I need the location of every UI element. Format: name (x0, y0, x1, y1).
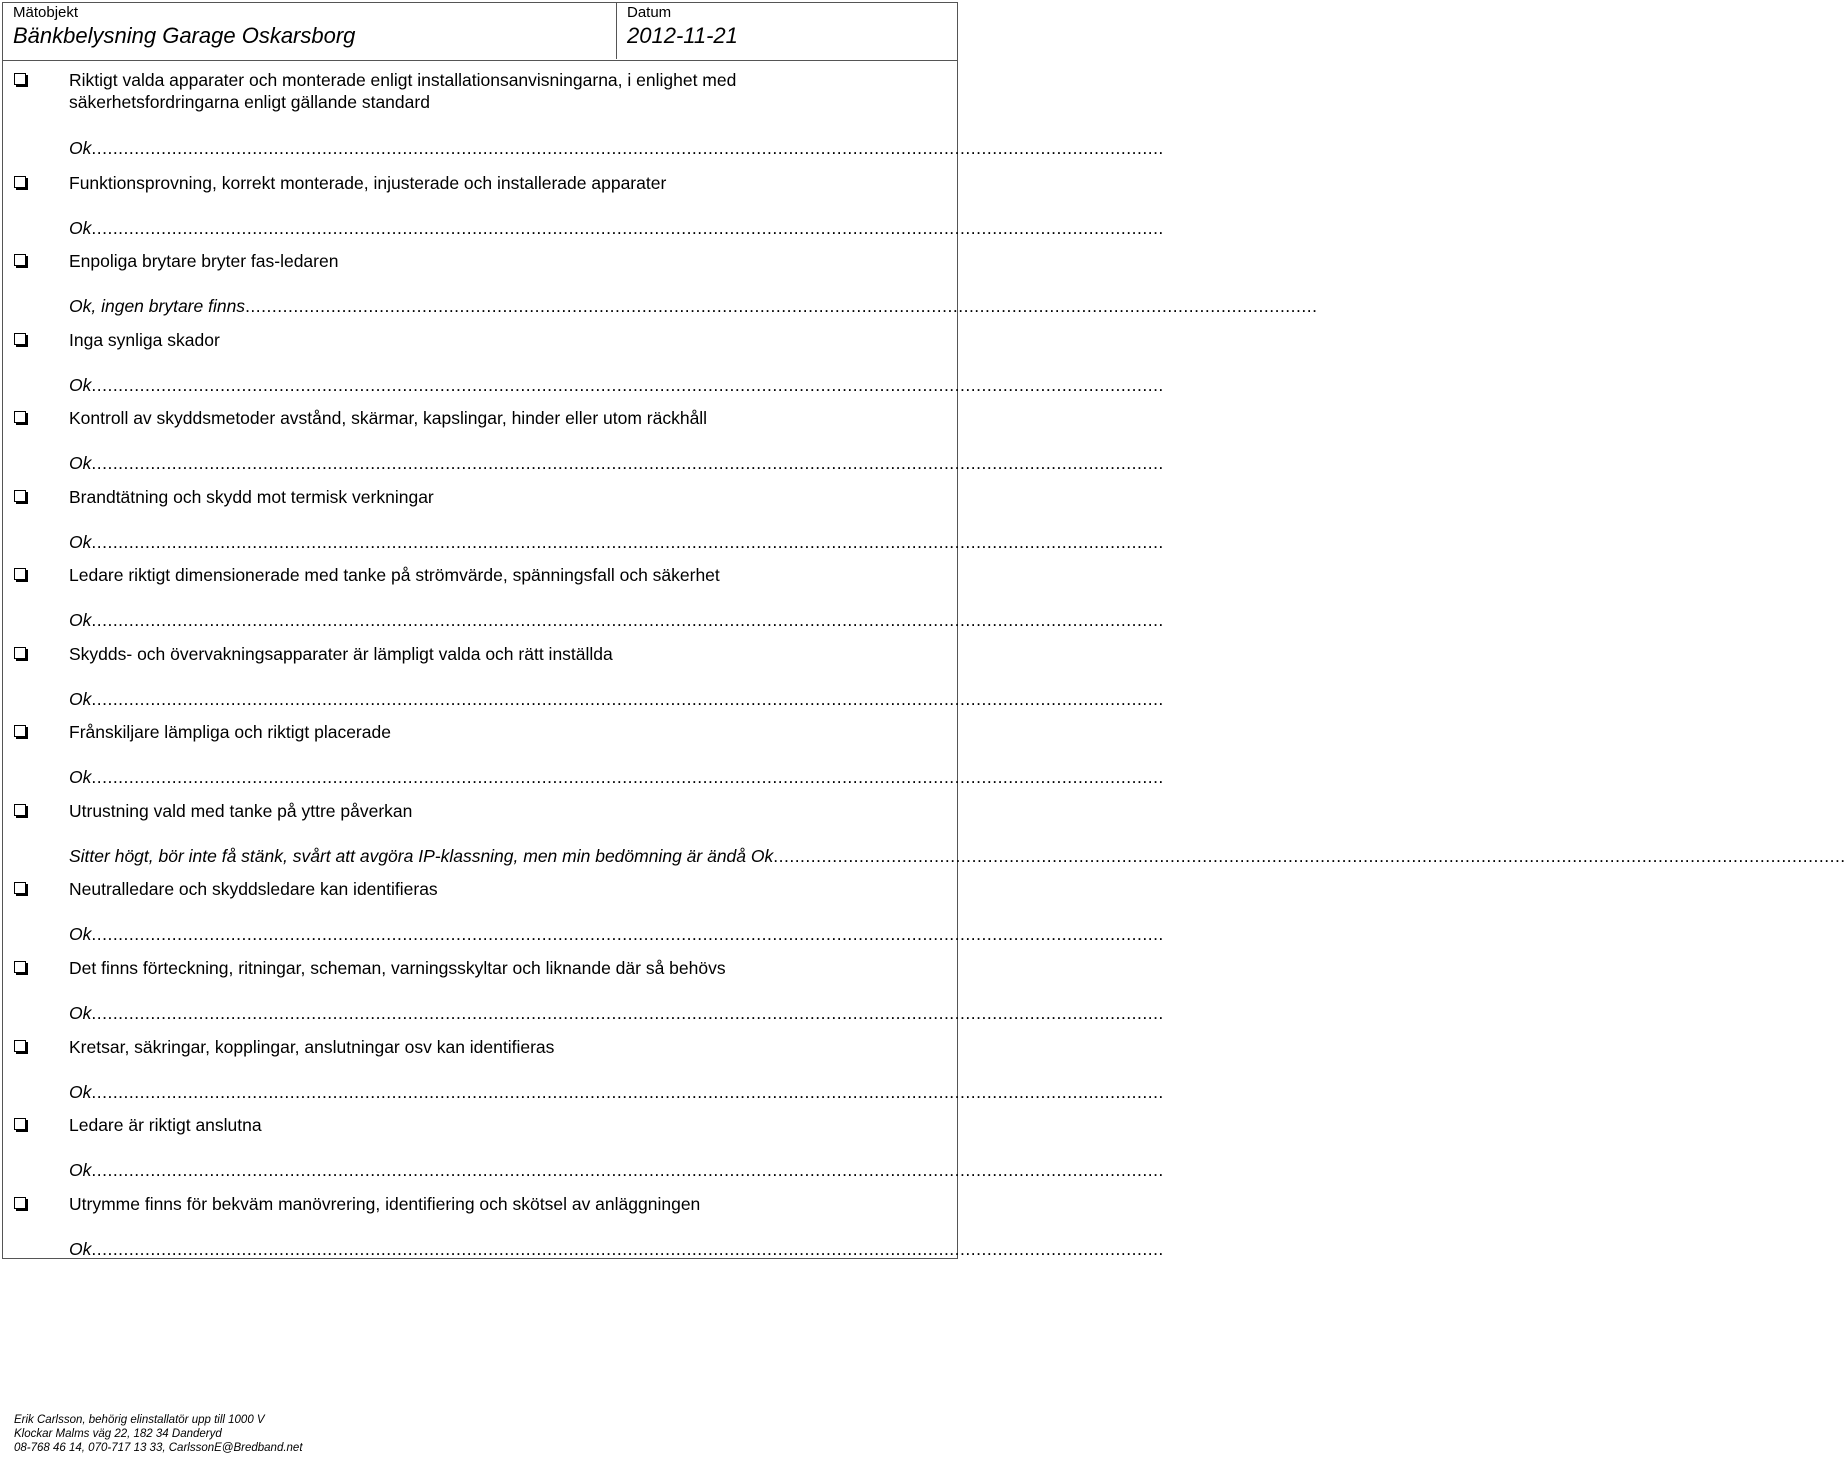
item-text: Det finns förteckning, ritningar, scheman, varningsskyltar och liknande där så behövs (69, 958, 726, 978)
footer-name: Erik Carlsson, behörig elinstallatör upp till 1000 V (14, 1414, 265, 1426)
item-text: Neutralledare och skyddsledare kan identifieras (69, 879, 438, 899)
item-text: Skydds- och övervakningsapparater är lämpligt valda och rätt inställda (69, 644, 613, 664)
item-text: Brandtätning och skydd mot termisk verkningar (69, 487, 434, 507)
item-text: Frånskiljare lämpliga och riktigt placerade (69, 722, 391, 742)
item-response (69, 845, 1846, 867)
checkbox[interactable] (14, 254, 26, 266)
item-text: Ledare riktigt dimensionerade med tanke på strömvärde, spänningsfall och säkerhet (69, 565, 720, 585)
object-label: Mätobjekt (13, 4, 79, 21)
response-dotted-line: ........................................................................................................................................................................................................ (91, 1160, 1164, 1180)
response-text: Ok (69, 767, 92, 787)
response-text: Sitter högt, bör inte få stänk, svårt att avgöra IP-klassning, men min bedömning är ändå Ok (69, 846, 774, 866)
item-response (69, 137, 1164, 159)
date-label: Datum (627, 4, 672, 21)
checkbox[interactable] (14, 568, 26, 580)
checkbox[interactable] (14, 725, 26, 737)
item-text: Utrustning vald med tanke på yttre påverkan (69, 801, 413, 821)
response-dotted-line: ........................................................................................................................................................................................................ (91, 924, 1164, 944)
checkbox[interactable] (14, 176, 26, 188)
item-text: Funktionsprovning, korrekt monterade, injusterade och installerade apparater (69, 173, 667, 193)
checkbox[interactable] (14, 882, 26, 894)
item-response (69, 1238, 1164, 1260)
item-response (69, 1002, 1164, 1024)
response-text: Ok (69, 218, 92, 238)
response-text: Ok (69, 453, 92, 473)
response-text: Ok (69, 1160, 92, 1180)
checkbox[interactable] (14, 411, 26, 423)
item-text: Ledare är riktigt anslutna (69, 1115, 262, 1135)
checkbox[interactable] (14, 490, 26, 502)
item-response (69, 295, 1318, 317)
footer-address: Klockar Malms väg 22, 182 34 Danderyd (14, 1428, 222, 1440)
response-dotted-line: ........................................................................................................................................................................................................ (773, 846, 1846, 866)
item-text: Kretsar, säkringar, kopplingar, anslutningar osv kan identifieras (69, 1037, 555, 1057)
date-value: 2012-11-21 (627, 23, 738, 48)
response-text: Ok (69, 1239, 92, 1259)
item-response (69, 609, 1164, 631)
item-text: Inga synliga skador (69, 330, 220, 350)
object-value: Bänkbelysning Garage Oskarsborg (13, 23, 356, 48)
item-response (69, 1159, 1164, 1181)
item-response (69, 374, 1164, 396)
response-dotted-line: ........................................................................................................................................................................................................ (245, 296, 1318, 316)
header-row (3, 3, 957, 61)
response-dotted-line: ........................................................................................................................................................................................................ (91, 610, 1164, 630)
item-response (69, 452, 1164, 474)
response-dotted-line: ........................................................................................................................................................................................................ (91, 1003, 1164, 1023)
response-dotted-line: ........................................................................................................................................................................................................ (91, 138, 1164, 158)
checkbox[interactable] (14, 1197, 26, 1209)
response-dotted-line: ........................................................................................................................................................................................................ (91, 767, 1164, 787)
object-cell (3, 3, 617, 59)
item-text: Kontroll av skyddsmetoder avstånd, skärmar, kapslingar, hinder eller utom räckhåll (69, 408, 708, 428)
item-response (69, 688, 1164, 710)
response-text: Ok (69, 375, 92, 395)
response-dotted-line: ........................................................................................................................................................................................................ (91, 532, 1164, 552)
checkbox[interactable] (14, 647, 26, 659)
response-dotted-line: ........................................................................................................................................................................................................ (91, 375, 1164, 395)
response-text: Ok (69, 924, 92, 944)
response-dotted-line: ........................................................................................................................................................................................................ (91, 218, 1164, 238)
checkbox[interactable] (14, 1118, 26, 1130)
response-dotted-line: ........................................................................................................................................................................................................ (91, 453, 1164, 473)
response-text: Ok (69, 138, 92, 158)
response-text: Ok (69, 1082, 92, 1102)
item-response (69, 531, 1164, 553)
date-cell (617, 3, 957, 59)
checklist-frame (2, 2, 1846, 1259)
checkbox[interactable] (14, 804, 26, 816)
checkbox[interactable] (14, 333, 26, 345)
response-text: Ok, ingen brytare finns (69, 296, 246, 316)
item-response (69, 217, 1164, 239)
footer (14, 1413, 303, 1455)
response-dotted-line: ........................................................................................................................................................................................................ (91, 1239, 1164, 1259)
item-text: Riktigt valda apparater och monterade enligt installationsanvisningarna, i enlighet med säkerhetsfordringarna enligt gällande standard (69, 70, 737, 112)
item-response (69, 923, 1164, 945)
response-text: Ok (69, 1003, 92, 1023)
item-response (69, 766, 1164, 788)
footer-contact: 08-768 46 14, 070-717 13 33, CarlssonE@Bredband.net (14, 1442, 303, 1454)
response-text: Ok (69, 689, 92, 709)
checkbox[interactable] (14, 961, 26, 973)
item-text: Utrymme finns för bekväm manövrering, identifiering och skötsel av anläggningen (69, 1194, 701, 1214)
item-text: Enpoliga brytare bryter fas-ledaren (69, 251, 339, 271)
checkbox[interactable] (14, 1040, 26, 1052)
response-dotted-line: ........................................................................................................................................................................................................ (91, 1082, 1164, 1102)
checkbox[interactable] (14, 73, 26, 85)
response-text: Ok (69, 532, 92, 552)
response-text: Ok (69, 610, 92, 630)
item-response (69, 1081, 1164, 1103)
response-dotted-line: ........................................................................................................................................................................................................ (91, 689, 1164, 709)
